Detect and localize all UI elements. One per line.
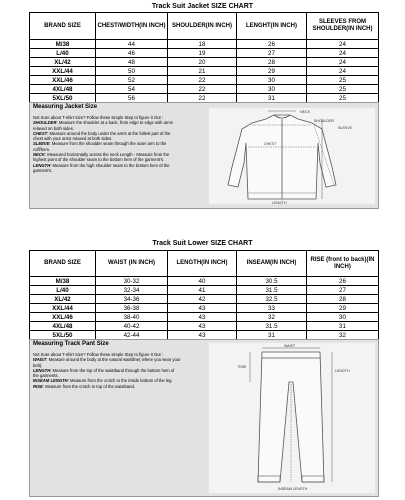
table-row bbox=[30, 286, 379, 295]
table-cell: 43 bbox=[168, 313, 237, 322]
table-cell: 44 bbox=[96, 40, 168, 49]
table-cell: 24 bbox=[307, 49, 379, 58]
brand-size-cell: 4XL/48 bbox=[30, 322, 96, 331]
table-cell: 19 bbox=[168, 49, 237, 58]
table-cell: 25 bbox=[307, 94, 379, 103]
intro-text: Not Sure about T-shirt Size? Follow these simple Step to figure it Out : bbox=[33, 115, 164, 120]
header-cell: BRAND SIZE bbox=[30, 251, 96, 277]
table-cell: 32-34 bbox=[96, 286, 168, 295]
table-cell: 32 bbox=[237, 313, 307, 322]
table-row bbox=[30, 40, 379, 49]
table-cell: 40-42 bbox=[96, 322, 168, 331]
table-cell: 24 bbox=[307, 40, 379, 49]
instruction-text: : Measure from the high shoulder seam to the bottom hem of the garment's. bbox=[33, 162, 170, 173]
instruction-key: LENGTH bbox=[33, 162, 51, 168]
table-header-row bbox=[30, 13, 379, 40]
table-row bbox=[30, 85, 379, 94]
instruction-text: : Measured horizontally across the neck Length - Measure from the highest point of the shoulder seam to the bottom hem of the garment's. bbox=[33, 152, 170, 163]
instruction-key: INSEAM LENGTH bbox=[33, 378, 68, 384]
diagram-label-shoulder: SHOULDER bbox=[314, 119, 334, 123]
table-cell: 38-40 bbox=[96, 313, 168, 322]
diagram-label-inseam: INSEAM LENGTH bbox=[278, 487, 308, 491]
brand-size-cell: 5XL/50 bbox=[30, 94, 96, 103]
brand-size-cell: M/38 bbox=[30, 277, 96, 286]
header-cell: WAIST (IN INCH) bbox=[96, 251, 168, 277]
table-cell: 41 bbox=[168, 286, 237, 295]
header-cell: INSEAM(IN INCH) bbox=[237, 251, 307, 277]
track-pant-diagram bbox=[208, 342, 376, 494]
table-cell: 43 bbox=[168, 331, 237, 340]
table-cell: 30.5 bbox=[237, 277, 307, 286]
diagram-label-sleeve: SLEEVE bbox=[338, 126, 352, 130]
instruction-item bbox=[33, 384, 181, 389]
brand-size-cell: 4XL/48 bbox=[30, 85, 96, 94]
instruction-key: LENGTH bbox=[33, 367, 51, 373]
table-row bbox=[30, 313, 379, 322]
diagram-label-neck: NECK bbox=[300, 110, 310, 114]
instruction-item bbox=[33, 141, 181, 152]
table-cell: 22 bbox=[168, 85, 237, 94]
instruction-text: : Measure from the top of the waistband through the bottom hem of the garments. bbox=[33, 367, 175, 379]
table-cell: 56 bbox=[96, 94, 168, 103]
jacket-measuring-panel bbox=[29, 102, 379, 209]
table-cell: 28 bbox=[237, 58, 307, 67]
table-row bbox=[30, 322, 379, 331]
brand-size-cell: XL/42 bbox=[30, 58, 96, 67]
instruction-item bbox=[33, 357, 181, 368]
table-cell: 30 bbox=[307, 313, 379, 322]
table-row bbox=[30, 304, 379, 313]
jacket-chart-title: Track Suit Jacket SIZE CHART bbox=[151, 3, 254, 10]
table-cell: 28 bbox=[307, 295, 379, 304]
instruction-text: : Measure the shoulder at a back, from edge to edge with arms relaxed on both sides. bbox=[33, 120, 173, 131]
table-cell: 24 bbox=[307, 67, 379, 76]
brand-size-cell: XL/42 bbox=[30, 295, 96, 304]
table-cell: 30 bbox=[237, 85, 307, 94]
table-cell: 42-44 bbox=[96, 331, 168, 340]
table-cell: 27 bbox=[237, 49, 307, 58]
jacket-size-table bbox=[29, 12, 379, 103]
table-cell: 18 bbox=[168, 40, 237, 49]
table-cell: 32.5 bbox=[237, 295, 307, 304]
jacket-instructions bbox=[33, 115, 181, 173]
instruction-key: SLEEVE bbox=[33, 141, 50, 147]
header-cell: CHEST/WIDTH(IN INCH) bbox=[96, 13, 168, 40]
diagram-label-rise: RISE bbox=[238, 365, 247, 369]
table-cell: 27 bbox=[307, 286, 379, 295]
table-row bbox=[30, 49, 379, 58]
table-cell: 43 bbox=[168, 322, 237, 331]
table-cell: 52 bbox=[96, 76, 168, 85]
instruction-key: CHEST bbox=[33, 130, 48, 136]
table-cell: 31 bbox=[237, 331, 307, 340]
diagram-label-waist: WAIST bbox=[284, 344, 296, 348]
table-cell: 31.5 bbox=[237, 286, 307, 295]
table-cell: 22 bbox=[168, 94, 237, 103]
table-row bbox=[30, 58, 379, 67]
brand-size-cell: L/40 bbox=[30, 286, 96, 295]
table-cell: 33 bbox=[237, 304, 307, 313]
instruction-item bbox=[33, 152, 181, 163]
table-cell: 50 bbox=[96, 67, 168, 76]
jacket-diagram bbox=[208, 107, 376, 205]
instruction-key: SHOULDER bbox=[33, 120, 57, 126]
header-cell: LENGHT(IN INCH) bbox=[237, 13, 307, 40]
instruction-key: WAIST bbox=[33, 357, 47, 363]
table-cell: 29 bbox=[237, 67, 307, 76]
header-cell: SHOULDER(IN INCH) bbox=[168, 13, 237, 40]
instruction-key: NECK bbox=[33, 152, 45, 158]
instruction-key: RISE bbox=[33, 383, 43, 389]
brand-size-cell: XXL/46 bbox=[30, 313, 96, 322]
header-cell: BRAND SIZE bbox=[30, 13, 96, 40]
header-cell: SLEEVES FROM SHOULDER(IN INCH) bbox=[307, 13, 379, 40]
brand-size-cell: 5XL/50 bbox=[30, 331, 96, 340]
table-row bbox=[30, 76, 379, 85]
brand-size-cell: XXL/44 bbox=[30, 67, 96, 76]
instruction-text: : Measure around the body at the natural waistline( where you wear your belt). bbox=[33, 357, 181, 368]
table-cell: 22 bbox=[168, 76, 237, 85]
table-cell: 21 bbox=[168, 67, 237, 76]
brand-size-cell: XXL/46 bbox=[30, 76, 96, 85]
intro-text: Not Sure about T-shirt Size? Follow these simple Step to figure it Out : bbox=[33, 352, 164, 357]
table-cell: 40 bbox=[168, 277, 237, 286]
lower-chart-title: Track Suit Lower SIZE CHART bbox=[152, 240, 253, 247]
panel-title: Measuring Jacket Size bbox=[33, 104, 98, 110]
brand-size-cell: M/38 bbox=[30, 40, 96, 49]
table-cell: 43 bbox=[168, 304, 237, 313]
table-cell: 34-36 bbox=[96, 295, 168, 304]
header-cell: RISE (front to back)(IN INCH) bbox=[307, 251, 379, 277]
table-cell: 42 bbox=[168, 295, 237, 304]
diagram-label-length: LENGTH bbox=[272, 201, 287, 205]
table-cell: 48 bbox=[96, 58, 168, 67]
instruction-text: : Measure from the shoulder seam through the outer arm to the cuff/hem. bbox=[33, 141, 167, 152]
table-cell: 31 bbox=[237, 94, 307, 103]
instruction-text: : Measure around the body under the arms at the fullest part of the chest with your arms relaxed at both sides. bbox=[33, 130, 171, 142]
table-cell: 24 bbox=[307, 58, 379, 67]
instruction-text: : Measure from the crotch to top of the waistband. bbox=[42, 383, 135, 389]
instruction-item bbox=[33, 368, 181, 379]
table-cell: 26 bbox=[237, 40, 307, 49]
header-cell: LENGTH(IN INCH) bbox=[168, 251, 237, 277]
table-cell: 29 bbox=[307, 304, 379, 313]
table-cell: 25 bbox=[307, 76, 379, 85]
lower-size-table bbox=[29, 250, 379, 340]
brand-size-cell: L/40 bbox=[30, 49, 96, 58]
table-cell: 30 bbox=[237, 76, 307, 85]
table-header-row bbox=[30, 251, 379, 277]
table-cell: 20 bbox=[168, 58, 237, 67]
instruction-text: : Measure from the crotch to the inside bottom of the leg. bbox=[67, 378, 173, 384]
table-row bbox=[30, 277, 379, 286]
instruction-item bbox=[33, 120, 181, 131]
table-row bbox=[30, 295, 379, 304]
table-cell: 32 bbox=[307, 331, 379, 340]
table-cell: 26 bbox=[307, 277, 379, 286]
table-row bbox=[30, 67, 379, 76]
instruction-item bbox=[33, 163, 181, 174]
panel-title: Measuring Track Pant Size bbox=[33, 341, 109, 347]
diagram-label-chest: CHEST bbox=[264, 142, 277, 146]
table-cell: 31 bbox=[307, 322, 379, 331]
instruction-item bbox=[33, 131, 181, 142]
table-cell: 25 bbox=[307, 85, 379, 94]
lower-instructions bbox=[33, 352, 181, 389]
table-cell: 54 bbox=[96, 85, 168, 94]
lower-measuring-panel bbox=[29, 339, 379, 497]
brand-size-cell: XXL/44 bbox=[30, 304, 96, 313]
table-cell: 30-32 bbox=[96, 277, 168, 286]
diagram-label-length: LENGTH bbox=[335, 369, 350, 373]
table-cell: 31.5 bbox=[237, 322, 307, 331]
table-cell: 36-38 bbox=[96, 304, 168, 313]
table-cell: 46 bbox=[96, 49, 168, 58]
